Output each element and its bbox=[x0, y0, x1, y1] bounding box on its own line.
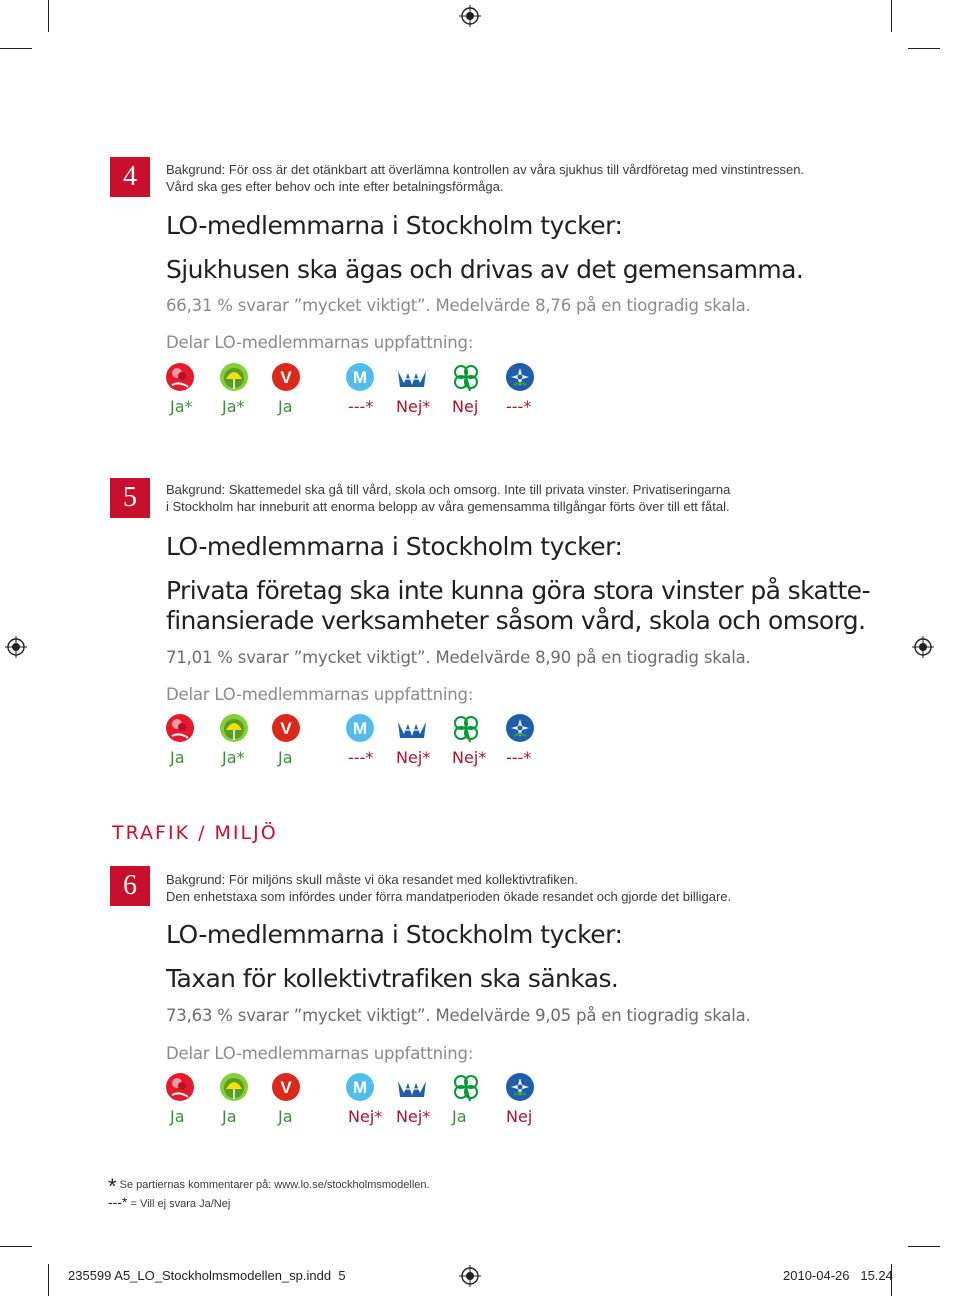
stat-line: 66,31 % svarar ”mycket viktigt”. Medelvärde 8,76 på en tiogradig skala. bbox=[166, 296, 751, 315]
s-rose-icon bbox=[164, 1071, 196, 1103]
v-party-icon bbox=[270, 712, 302, 744]
party-answer: Ja* bbox=[170, 397, 193, 416]
background-text: Bakgrund: För oss är det otänkbart att överlämna kontrollen av våra sjukhus till vårdföretag med vinstintressen. Vård ska ges efter behov och inte efter betalningsförmåga. bbox=[166, 162, 805, 194]
heading: LO-medlemmarna i Stockholm tycker: bbox=[166, 920, 623, 949]
party-answer: ---* bbox=[506, 748, 532, 767]
share-label: Delar LO-medlemmarnas uppfattning: bbox=[166, 685, 474, 704]
party-answer: Nej* bbox=[396, 1107, 431, 1126]
party-answer: Ja bbox=[170, 748, 185, 767]
crop-mark bbox=[908, 48, 940, 49]
slug-date: 2010-04-26 15.24 bbox=[783, 1268, 893, 1283]
party-answer: ---* bbox=[348, 397, 374, 416]
svg-text:V: V bbox=[280, 1078, 292, 1097]
fp-party-icon bbox=[396, 1071, 428, 1103]
crop-mark bbox=[0, 1246, 32, 1247]
statement: Taxan för kollektivtrafiken ska sänkas. bbox=[166, 964, 619, 993]
svg-text:V: V bbox=[280, 719, 292, 738]
v-party-icon bbox=[270, 1071, 302, 1103]
kd-party-icon bbox=[504, 712, 536, 744]
statement: Privata företag ska inte kunna göra stora vinster på skatte- finansierade verksamheter såsom vård, skola och omsorg. bbox=[166, 576, 870, 635]
party-answer: Ja bbox=[278, 748, 293, 767]
stat-line: 71,01 % svarar ”mycket viktigt”. Medelvärde 8,90 på en tiogradig skala. bbox=[166, 648, 751, 667]
s-rose-icon bbox=[164, 361, 196, 393]
heading: LO-medlemmarna i Stockholm tycker: bbox=[166, 211, 623, 240]
party-answer: Nej* bbox=[452, 748, 487, 767]
party-answer: Nej bbox=[506, 1107, 533, 1126]
party-answer: Ja* bbox=[222, 397, 245, 416]
party-answer: Ja bbox=[170, 1107, 185, 1126]
share-label: Delar LO-medlemmarnas uppfattning: bbox=[166, 333, 474, 352]
crop-mark bbox=[48, 0, 49, 32]
c-party-icon bbox=[450, 1071, 482, 1103]
party-icons-row bbox=[164, 712, 544, 746]
party-answer: Ja* bbox=[222, 748, 245, 767]
registration-mark-icon bbox=[5, 636, 27, 658]
footnote-dash: ---* = Vill ej svara Ja/Nej bbox=[108, 1194, 231, 1210]
crop-mark bbox=[908, 1246, 940, 1247]
kd-party-icon bbox=[504, 361, 536, 393]
registration-mark-icon bbox=[459, 5, 481, 27]
party-answer: ---* bbox=[506, 397, 532, 416]
c-party-icon bbox=[450, 712, 482, 744]
party-answer: Ja bbox=[222, 1107, 237, 1126]
stat-line: 73,63 % svarar ”mycket viktigt”. Medelvärde 9,05 på en tiogradig skala. bbox=[166, 1006, 751, 1025]
m-party-icon bbox=[344, 712, 376, 744]
party-answer: Nej* bbox=[396, 748, 431, 767]
party-icons-row bbox=[164, 1071, 544, 1105]
fp-party-icon bbox=[396, 361, 428, 393]
s-rose-icon bbox=[164, 712, 196, 744]
svg-text:M: M bbox=[352, 368, 368, 387]
m-party-icon bbox=[344, 1071, 376, 1103]
background-text: Bakgrund: Skattemedel ska gå till vård, skola och omsorg. Inte till privata vinster. Privatiseringarna i Stockholm har inneburit att enorma belopp av våra gemensamma tillgångar förts över till ett fåtal. bbox=[166, 482, 731, 514]
c-party-icon bbox=[450, 361, 482, 393]
crop-mark bbox=[48, 1264, 49, 1296]
kd-party-icon bbox=[504, 1071, 536, 1103]
mp-sun-icon bbox=[218, 712, 250, 744]
svg-text:M: M bbox=[352, 1078, 368, 1097]
m-party-icon bbox=[344, 361, 376, 393]
party-answer: ---* bbox=[348, 748, 374, 767]
mp-sun-icon bbox=[218, 1071, 250, 1103]
footnote-star: * Se partiernas kommentarer på: www.lo.se/stockholmsmodellen. bbox=[108, 1174, 430, 1199]
item-number-badge: 5 bbox=[110, 478, 150, 518]
party-answer: Nej* bbox=[348, 1107, 383, 1126]
party-answer: Ja bbox=[278, 1107, 293, 1126]
share-label: Delar LO-medlemmarnas uppfattning: bbox=[166, 1044, 474, 1063]
party-answer: Ja bbox=[452, 1107, 467, 1126]
heading: LO-medlemmarna i Stockholm tycker: bbox=[166, 532, 623, 561]
crop-mark bbox=[0, 48, 32, 49]
party-answer: Nej* bbox=[396, 397, 431, 416]
mp-sun-icon bbox=[218, 361, 250, 393]
party-answer: Nej bbox=[452, 397, 479, 416]
item-number-badge: 4 bbox=[110, 157, 150, 197]
svg-text:V: V bbox=[280, 368, 292, 387]
party-icons-row bbox=[164, 361, 544, 395]
v-party-icon bbox=[270, 361, 302, 393]
party-answer: Ja bbox=[278, 397, 293, 416]
slug-file: 235599 A5_LO_Stockholmsmodellen_sp.indd 5 bbox=[68, 1268, 346, 1283]
crop-mark bbox=[891, 0, 892, 32]
registration-mark-icon bbox=[912, 636, 934, 658]
item-number-badge: 6 bbox=[110, 866, 150, 906]
background-text: Bakgrund: För miljöns skull måste vi öka resandet med kollektivtrafiken. Den enhetstaxa som infördes under förra mandatperioden ökade resandet och gjorde det billigare. bbox=[166, 872, 732, 904]
fp-party-icon bbox=[396, 712, 428, 744]
svg-text:M: M bbox=[352, 719, 368, 738]
registration-mark-icon bbox=[459, 1265, 481, 1287]
section-title: TRAFIK / MILJÖ bbox=[112, 822, 278, 844]
statement: Sjukhusen ska ägas och drivas av det gemensamma. bbox=[166, 255, 804, 284]
